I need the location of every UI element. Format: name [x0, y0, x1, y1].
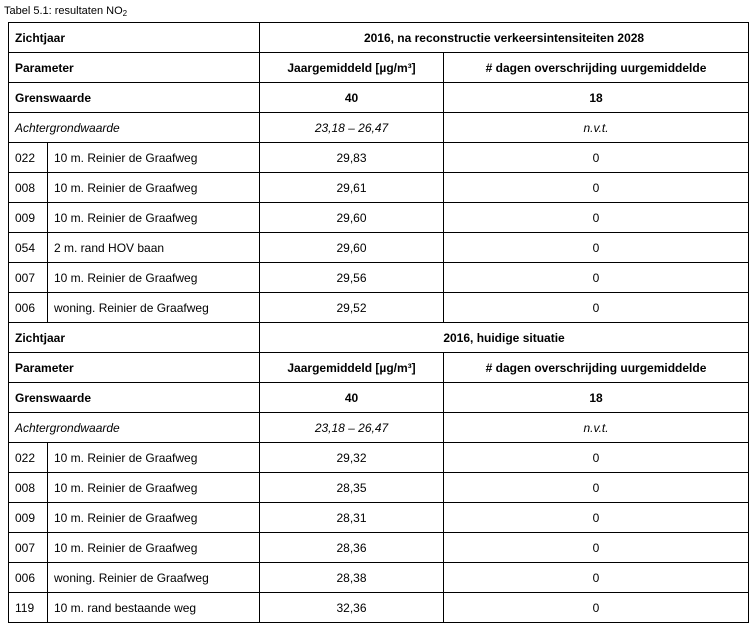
overschrijding-value: 0	[444, 143, 749, 173]
jaargemiddeld-value: 29,60	[260, 233, 444, 263]
grenswaarde-dagen: 18	[444, 83, 749, 113]
receptor-location: 10 m. Reinier de Graafweg	[48, 263, 260, 293]
jaargemiddeld-value: 28,31	[260, 503, 444, 533]
grenswaarde-row	[9, 83, 749, 113]
table-row	[9, 293, 749, 323]
caption-subscript: 2	[122, 9, 128, 18]
parameter-label: Parameter	[9, 53, 260, 83]
overschrijding-value: 0	[444, 293, 749, 323]
jaargemiddeld-value: 32,36	[260, 593, 444, 623]
receptor-location: 10 m. Reinier de Graafweg	[48, 533, 260, 563]
overschrijding-value: 0	[444, 533, 749, 563]
table-row	[9, 233, 749, 263]
zichtjaar-label: Zichtjaar	[9, 23, 260, 53]
jaargemiddeld-value: 29,60	[260, 203, 444, 233]
achtergrondwaarde-row	[9, 413, 749, 443]
receptor-location: 2 m. rand HOV baan	[48, 233, 260, 263]
zichtjaar-row	[9, 323, 749, 353]
receptor-code: 009	[9, 503, 48, 533]
receptor-location: 10 m. Reinier de Graafweg	[48, 173, 260, 203]
section-title: 2016, huidige situatie	[260, 323, 749, 353]
parameter-row	[9, 353, 749, 383]
caption-text: Tabel 5.1: resultaten NO	[4, 5, 123, 17]
table-row	[9, 533, 749, 563]
receptor-location: 10 m. Reinier de Graafweg	[48, 473, 260, 503]
table-row	[9, 173, 749, 203]
parameter-row	[9, 53, 749, 83]
jaargemiddeld-value: 28,38	[260, 563, 444, 593]
grenswaarde-dagen: 18	[444, 383, 749, 413]
grenswaarde-label: Grenswaarde	[9, 383, 260, 413]
grenswaarde-label: Grenswaarde	[9, 83, 260, 113]
overschrijding-value: 0	[444, 473, 749, 503]
achtergrondwaarde-label: Achtergrondwaarde	[9, 113, 260, 143]
results-table	[8, 22, 749, 623]
achtergrondwaarde-dagen: n.v.t.	[444, 113, 749, 143]
overschrijding-value: 0	[444, 503, 749, 533]
jaargemiddeld-header: Jaargemiddeld [µg/m³]	[260, 353, 444, 383]
achtergrondwaarde-label: Achtergrondwaarde	[9, 413, 260, 443]
table-row	[9, 473, 749, 503]
receptor-location: 10 m. Reinier de Graafweg	[48, 143, 260, 173]
receptor-location: woning. Reinier de Graafweg	[48, 563, 260, 593]
results-table-body	[9, 23, 749, 623]
receptor-location: 10 m. rand bestaande weg	[48, 593, 260, 623]
zichtjaar-label: Zichtjaar	[9, 323, 260, 353]
overschrijding-header: # dagen overschrijding uurgemiddelde	[444, 353, 749, 383]
jaargemiddeld-value: 29,56	[260, 263, 444, 293]
jaargemiddeld-value: 29,61	[260, 173, 444, 203]
grenswaarde-row	[9, 383, 749, 413]
jaargemiddeld-value: 28,35	[260, 473, 444, 503]
receptor-code: 008	[9, 173, 48, 203]
achtergrondwaarde-row	[9, 113, 749, 143]
jaargemiddeld-value: 29,52	[260, 293, 444, 323]
receptor-code: 054	[9, 233, 48, 263]
receptor-location: 10 m. Reinier de Graafweg	[48, 203, 260, 233]
receptor-code: 008	[9, 473, 48, 503]
receptor-code: 119	[9, 593, 48, 623]
achtergrondwaarde-jaar: 23,18 – 26,47	[260, 413, 444, 443]
receptor-location: woning. Reinier de Graafweg	[48, 293, 260, 323]
overschrijding-value: 0	[444, 563, 749, 593]
receptor-code: 007	[9, 263, 48, 293]
jaargemiddeld-value: 28,36	[260, 533, 444, 563]
section-title: 2016, na reconstructie verkeersintensiteiten 2028	[260, 23, 749, 53]
achtergrondwaarde-jaar: 23,18 – 26,47	[260, 113, 444, 143]
table-caption	[4, 5, 127, 20]
receptor-location: 10 m. Reinier de Graafweg	[48, 443, 260, 473]
overschrijding-header: # dagen overschrijding uurgemiddelde	[444, 53, 749, 83]
table-row	[9, 593, 749, 623]
overschrijding-value: 0	[444, 593, 749, 623]
overschrijding-value: 0	[444, 173, 749, 203]
table-row	[9, 503, 749, 533]
overschrijding-value: 0	[444, 443, 749, 473]
grenswaarde-jaar: 40	[260, 83, 444, 113]
receptor-code: 022	[9, 143, 48, 173]
zichtjaar-row	[9, 23, 749, 53]
achtergrondwaarde-dagen: n.v.t.	[444, 413, 749, 443]
table-row	[9, 563, 749, 593]
jaargemiddeld-value: 29,32	[260, 443, 444, 473]
overschrijding-value: 0	[444, 233, 749, 263]
parameter-label: Parameter	[9, 353, 260, 383]
table-row	[9, 143, 749, 173]
receptor-code: 022	[9, 443, 48, 473]
receptor-code: 007	[9, 533, 48, 563]
jaargemiddeld-value: 29,83	[260, 143, 444, 173]
receptor-code: 006	[9, 293, 48, 323]
receptor-code: 006	[9, 563, 48, 593]
overschrijding-value: 0	[444, 203, 749, 233]
table-row	[9, 443, 749, 473]
grenswaarde-jaar: 40	[260, 383, 444, 413]
table-row	[9, 203, 749, 233]
jaargemiddeld-header: Jaargemiddeld [µg/m³]	[260, 53, 444, 83]
receptor-code: 009	[9, 203, 48, 233]
table-row	[9, 263, 749, 293]
overschrijding-value: 0	[444, 263, 749, 293]
receptor-location: 10 m. Reinier de Graafweg	[48, 503, 260, 533]
